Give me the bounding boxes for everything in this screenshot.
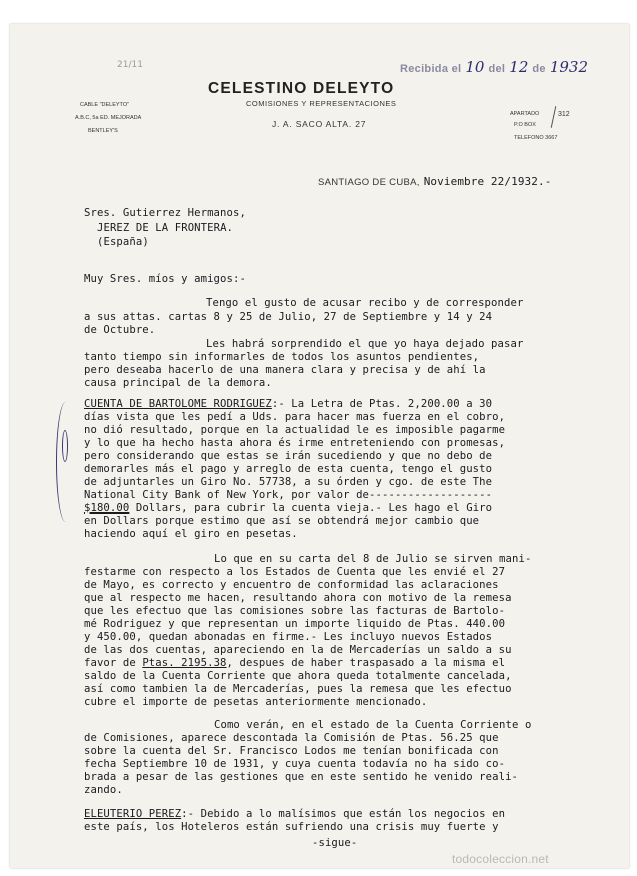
- stamp-month: 12: [509, 58, 529, 76]
- p4-line-5: que les efectuo que las comisiones sobre las facturas de Bartolo-: [84, 605, 506, 617]
- p2-line-2: tanto tiempo sin informarles de todos los asuntos pendientes,: [84, 351, 480, 363]
- cable-line-2: A.B.C, 5a ED. MEJORADA: [75, 115, 142, 121]
- margin-bracket: [56, 402, 75, 522]
- p4-line-2: festarme con respecto a los Estados de Cuenta que les envié el 27: [84, 566, 506, 578]
- watermark: todocoleccion.net: [452, 852, 549, 866]
- apartado-label: APARTADO: [510, 111, 540, 117]
- p5-line-2: de Comisiones, aparece descontada la Comisión de Ptas. 56.25 que: [84, 732, 499, 744]
- recipient-line-1: Sres. Gutierrez Hermanos,: [84, 207, 246, 219]
- p3-line-6: demorarles más el pago y arreglo de esta cuenta, tengo el gusto: [84, 463, 493, 475]
- p2-line-1: Les habrá sorprendido el que yo haya dejado pasar: [206, 338, 524, 350]
- p6-line-2: este país, los Hoteleros están sufriendo una crisis muy fuerte y: [84, 821, 499, 833]
- p4-line-11: así como tambien la de Mercaderías, pues la remesa que les efectuo: [84, 683, 512, 695]
- p6-line-1: [84, 808, 505, 820]
- p4-line-7: y 450.00, quedan abonadas en firme.- Les incluyo nuevos Estados: [84, 631, 493, 643]
- telefono: TELEFONO 3667: [514, 135, 558, 141]
- continued-footer: -sigue-: [312, 837, 358, 849]
- p4-line-10: saldo de la Cuenta Corriente que ahora queda totalmente cancelada,: [84, 670, 512, 682]
- received-stamp: [400, 58, 588, 77]
- p5-line-6: zando.: [84, 784, 123, 796]
- company-tagline: COMISIONES Y REPRESENTACIONES: [246, 99, 397, 108]
- apartado-number: 312: [558, 111, 570, 118]
- p1-line-2: a sus attas. cartas 8 y 25 de Julio, 27 de Septiembre y 14 y 24: [84, 311, 493, 323]
- company-street: J. A. SACO ALTA. 27: [272, 119, 367, 129]
- p2-line-4: causa principal de la demora.: [84, 377, 272, 389]
- p3-line-4: y lo que ha hecho hasta ahora és irme entreteniendo con promesas,: [84, 437, 506, 449]
- cable-line-3: BENTLEY'S: [88, 128, 118, 134]
- p3-amount: $180.00: [84, 502, 130, 514]
- p3-amount-rest: Dollars, para cubrir la cuenta vieja.- Les hago el Giro: [129, 502, 493, 514]
- p2-line-3: pero deseaba hacerlo de una manera clara y precisa y de ahí la: [84, 364, 486, 376]
- p5-line-1: Como verán, en el estado de la Cuenta Corriente o: [214, 719, 532, 731]
- recipient-line-2: JEREZ DE LA FRONTERA.: [97, 222, 234, 234]
- p4-line-12: cubre el importe de pesetas anteriormente mencionado.: [84, 696, 428, 708]
- cable-line-1: CABLE "DELEYTO": [80, 102, 130, 108]
- p3-line-8: National City Bank of New York, por valor de-------------------: [84, 489, 493, 501]
- p3-line-1: [84, 398, 492, 410]
- p4-line-4: que al respecto me hacen, resultando ahora con motivo de la remesa: [84, 592, 512, 604]
- p4-favor-prefix: favor de: [84, 657, 143, 669]
- p3-line-5: pero considerando que estas se irán sucediendo y que no debo de: [84, 450, 493, 462]
- p3-line-10: en Dollars porque estimo que así se obtendrá mejor cambio que: [84, 515, 480, 527]
- stamp-de: de: [532, 63, 546, 75]
- p5-line-3: sobre la cuenta del Sr. Francisco Lodos me tenían bonificada con: [84, 745, 499, 757]
- p3-heading: CUENTA DE BARTOLOME RODRIGUEZ: [84, 398, 272, 410]
- company-name: CELESTINO DELEYTO: [208, 80, 395, 97]
- p1-line-1: Tengo el gusto de acusar recibo y de corresponder: [206, 297, 524, 309]
- stamp-del: del: [488, 63, 506, 75]
- p4-line-1: Lo que en su carta del 8 de Julio se sirven mani-: [214, 553, 532, 565]
- p6-heading-rest: :- Debido a lo malísimos que están los negocios en: [181, 808, 506, 820]
- p5-line-4: fecha Septiembre 10 de 1931, y cuya cuenta todavía no ha sido co-: [84, 758, 506, 770]
- salutation: Muy Sres. míos y amigos:-: [84, 273, 246, 285]
- p3-line-3: no dió resultado, porque en la actualidad le es imposible pagarme: [84, 424, 506, 436]
- p4-line-9: [84, 657, 505, 669]
- margin-loop: [62, 430, 68, 462]
- pencil-note: 21/11: [117, 60, 143, 70]
- recipient-line-3: (España): [97, 236, 149, 248]
- stamp-prefix: Recibida el: [400, 63, 462, 75]
- p3-line-7: de adjuntarles un Giro No. 57738, a su órden y cgo. de este The: [84, 476, 493, 488]
- pobox-label: P.O BOX: [514, 122, 536, 128]
- p1-line-3: de Octubre.: [84, 324, 156, 336]
- p4-line-8: de las dos cuentas, apareciendo en la de Mercaderías un saldo a su: [84, 644, 512, 656]
- p5-line-5: brada a pesar de las gestiones que en este sentido he venido reali-: [84, 771, 519, 783]
- p3-line-11: haciendo aquí el giro en pesetas.: [84, 528, 298, 540]
- date-line: [318, 172, 551, 190]
- p4-favor-amount: Ptas. 2195.38: [142, 657, 227, 669]
- p3-heading-rest: :- La Letra de Ptas. 2,200.00 a 30: [271, 398, 493, 410]
- p6-heading: ELEUTERIO PEREZ: [84, 808, 182, 820]
- date-city: SANTIAGO DE CUBA,: [318, 177, 420, 188]
- p4-line-3: de Mayo, es correcto y encuentro de conformidad las aclaraciones: [84, 579, 499, 591]
- p4-line-6: mé Rodriguez y que representan un importe liquido de Ptas. 440.00: [84, 618, 506, 630]
- p3-line-2: días vista que les pedí a Uds. para hacer mas fuerza en el cobro,: [84, 411, 506, 423]
- stamp-day: 10: [465, 58, 485, 76]
- p4-favor-rest: , despues de haber traspasado a la misma el: [226, 657, 506, 669]
- p3-line-9: [84, 502, 492, 514]
- date-text: Noviembre 22/1932.-: [423, 175, 552, 188]
- stamp-year: 1932: [549, 58, 588, 76]
